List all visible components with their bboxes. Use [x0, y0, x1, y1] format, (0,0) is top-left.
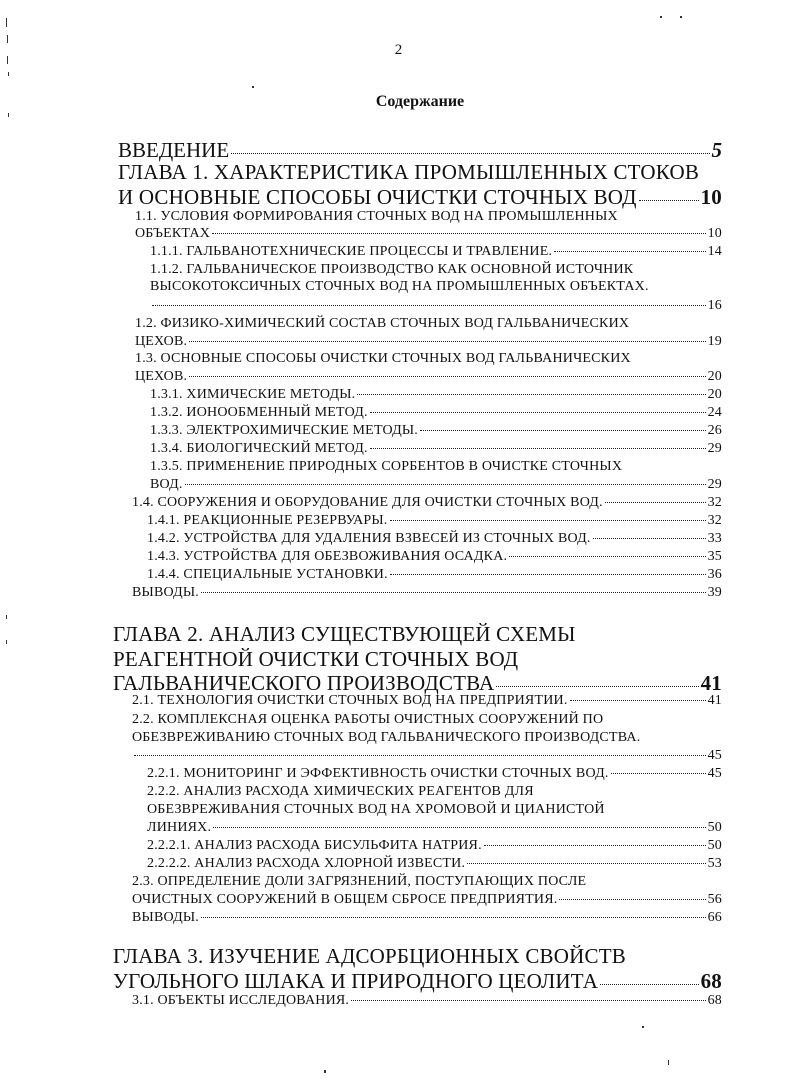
toc-2-2-line3[interactable]: 45: [132, 748, 722, 764]
toc-2-2-1[interactable]: 2.2.1. МОНИТОРИНГ И ЭФФЕКТИВНОСТЬ ОЧИСТКИ СТОЧНЫХ ВОД. 45: [147, 766, 722, 781]
scan-speck: [7, 56, 8, 64]
toc-2-2-2-2[interactable]: 2.2.2.2. АНАЛИЗ РАСХОДА ХЛОРНОЙ ИЗВЕСТИ. 53: [147, 856, 722, 871]
leader-dots: [370, 412, 706, 413]
toc-2-2-2-line1[interactable]: 2.2.2. АНАЛИЗ РАСХОДА ХИМИЧЕСКИХ РЕАГЕНТОВ ДЛЯ: [147, 784, 534, 799]
toc-1-3-2[interactable]: 1.3.2. ИОНООБМЕННЫЙ МЕТОД. 24: [150, 405, 722, 420]
scan-speck: [6, 640, 7, 644]
chapter-3-title-line1[interactable]: ГЛАВА 3. ИЗУЧЕНИЕ АДСОРБЦИОННЫХ СВОЙСТВ: [113, 944, 626, 968]
chapter-2-title-line2[interactable]: РЕАГЕНТНОЙ ОЧИСТКИ СТОЧНЫХ ВОД: [113, 647, 519, 671]
chapter-1-title-line2[interactable]: И ОСНОВНЫЕ СПОСОБЫ ОЧИСТКИ СТОЧНЫХ ВОД 10: [118, 185, 722, 209]
scan-speck: [7, 35, 8, 43]
leader-dots: [390, 520, 706, 521]
toc-1-3-3[interactable]: 1.3.3. ЭЛЕКТРОХИМИЧЕСКИЕ МЕТОДЫ. 26: [150, 423, 722, 438]
leader-dots: [185, 484, 706, 485]
leader-dots: [559, 899, 705, 900]
leader-dots: [134, 755, 706, 756]
toc-2-3-line2[interactable]: ОЧИСТНЫХ СООРУЖЕНИЙ В ОБЩЕМ СБРОСЕ ПРЕДПРИЯТИЯ. 56: [132, 892, 722, 907]
toc-title: Содержание: [375, 93, 465, 110]
leader-dots: [189, 341, 705, 342]
leader-dots: [351, 1000, 705, 1001]
toc-1-3-4[interactable]: 1.3.4. БИОЛОГИЧЕСКИЙ МЕТОД. 29: [150, 441, 722, 456]
scan-speck: [642, 1026, 644, 1028]
toc-1-2-line2[interactable]: ЦЕХОВ. 19: [135, 334, 722, 349]
toc-1-3-line2[interactable]: ЦЕХОВ. 20: [135, 369, 722, 384]
toc-2-2-2-1[interactable]: 2.2.2.1. АНАЛИЗ РАСХОДА БИСУЛЬФИТА НАТРИЯ. 50: [147, 838, 722, 853]
toc-entry-intro[interactable]: ВВЕДЕНИЕ 5: [118, 138, 722, 162]
scan-speck: [8, 72, 9, 76]
toc-2-3-line1[interactable]: 2.3. ОПРЕДЕЛЕНИЕ ДОЛИ ЗАГРЯЗНЕНИЙ, ПОСТУПАЮЩИХ ПОСЛЕ: [132, 874, 587, 889]
toc-1-4-3[interactable]: 1.4.3. УСТРОЙСТВА ДЛЯ ОБЕЗВОЖИВАНИЯ ОСАДКА. 35: [147, 549, 722, 564]
toc-3-1[interactable]: 3.1. ОБЪЕКТЫ ИССЛЕДОВАНИЯ. 68: [132, 993, 722, 1008]
leader-dots: [611, 773, 706, 774]
toc-1-4-4[interactable]: 1.4.4. СПЕЦИАЛЬНЫЕ УСТАНОВКИ. 36: [147, 567, 722, 582]
toc-1-2-line1[interactable]: 1.2. ФИЗИКО-ХИМИЧЕСКИЙ СОСТАВ СТОЧНЫХ ВОД ГАЛЬВАНИЧЕСКИХ: [135, 316, 630, 331]
leader-dots: [213, 827, 705, 828]
leader-dots: [570, 700, 706, 701]
leader-dots: [390, 574, 706, 575]
leader-dots: [554, 251, 705, 252]
toc-2-2-2-line3[interactable]: ЛИНИЯХ. 50: [147, 820, 722, 835]
toc-2-2-2-line2[interactable]: ОБЕЗВРЕЖИВАНИЯ СТОЧНЫХ ВОД НА ХРОМОВОЙ И ЦИАНИСТОЙ: [147, 802, 605, 817]
toc-1-1-1[interactable]: 1.1.1. ГАЛЬВАНОТЕХНИЧЕСКИЕ ПРОЦЕССЫ И ТРАВЛЕНИЕ. 14: [150, 244, 722, 259]
scan-speck: [660, 16, 662, 18]
toc-1-1-2-line1[interactable]: 1.1.2. ГАЛЬВАНИЧЕСКОЕ ПРОИЗВОДСТВО КАК ОСНОВНОЙ ИСТОЧНИК: [150, 262, 634, 277]
leader-dots: [212, 233, 706, 234]
leader-dots: [201, 917, 706, 918]
chapter-1-title-line1[interactable]: ГЛАВА 1. ХАРАКТЕРИСТИКА ПРОМЫШЛЕННЫХ СТОКОВ: [118, 160, 700, 184]
toc-1-1-2-line2[interactable]: ВЫСОКОТОКСИЧНЫХ СТОЧНЫХ ВОД НА ПРОМЫШЛЕННЫХ ОБЪЕКТАХ.: [150, 279, 649, 294]
leader-dots: [639, 200, 699, 201]
scan-speck: [252, 86, 254, 88]
leader-dots: [231, 153, 709, 154]
toc-1-1-line2[interactable]: ОБЪЕКТАХ 10: [135, 226, 722, 241]
toc-1-3-line1[interactable]: 1.3. ОСНОВНЫЕ СПОСОБЫ ОЧИСТКИ СТОЧНЫХ ВОД ГАЛЬВАНИЧЕСКИХ: [135, 351, 631, 366]
chapter-2-title-line3[interactable]: ГАЛЬВАНИЧЕСКОГО ПРОИЗВОДСТВА 41: [113, 671, 722, 695]
toc-2-1[interactable]: 2.1. ТЕХНОЛОГИЯ ОЧИСТКИ СТОЧНЫХ ВОД НА ПРЕДПРИЯТИИ. 41: [132, 693, 722, 708]
scan-speck: [324, 1070, 326, 1073]
scan-speck: [8, 113, 9, 117]
leader-dots: [467, 863, 705, 864]
toc-1-3-5-line1[interactable]: 1.3.5. ПРИМЕНЕНИЕ ПРИРОДНЫХ СОРБЕНТОВ В ОЧИСТКЕ СТОЧНЫХ: [150, 459, 623, 474]
chapter-3-title-line2[interactable]: УГОЛЬНОГО ШЛАКА И ПРИРОДНОГО ЦЕОЛИТА 68: [113, 969, 722, 993]
leader-dots: [600, 984, 698, 985]
toc-1-conclusions[interactable]: ВЫВОДЫ. 39: [132, 585, 722, 600]
toc-2-2-line2[interactable]: ОБЕЗВРЕЖИВАНИЮ СТОЧНЫХ ВОД ГАЛЬВАНИЧЕСКОГО ПРОИЗВОДСТВА.: [132, 730, 641, 745]
leader-dots: [152, 305, 706, 306]
leader-dots: [496, 686, 698, 687]
scan-speck: [668, 1060, 669, 1065]
toc-1-4[interactable]: 1.4. СООРУЖЕНИЯ И ОБОРУДОВАНИЕ ДЛЯ ОЧИСТКИ СТОЧНЫХ ВОД. 32: [132, 495, 722, 510]
scan-speck: [6, 615, 7, 619]
chapter-2-title-line1[interactable]: ГЛАВА 2. АНАЛИЗ СУЩЕСТВУЮЩЕЙ СХЕМЫ: [113, 622, 576, 646]
leader-dots: [189, 376, 705, 377]
toc-1-3-5-line2[interactable]: ВОД. 29: [150, 477, 722, 492]
leader-dots: [201, 592, 706, 593]
leader-dots: [605, 502, 706, 503]
toc-2-conclusions[interactable]: ВЫВОДЫ. 66: [132, 910, 722, 925]
leader-dots: [484, 845, 706, 846]
scan-speck: [6, 18, 7, 27]
leader-dots: [509, 556, 705, 557]
leader-dots: [370, 448, 706, 449]
toc-1-1-2-line3[interactable]: 16: [150, 298, 722, 314]
page-number: 2: [394, 42, 403, 58]
leader-dots: [593, 538, 706, 539]
leader-dots: [420, 430, 706, 431]
toc-2-2-line1[interactable]: 2.2. КОМПЛЕКСНАЯ ОЦЕНКА РАБОТЫ ОЧИСТНЫХ СООРУЖЕНИЙ ПО: [132, 712, 604, 727]
leader-dots: [357, 394, 705, 395]
scan-speck: [680, 16, 682, 18]
toc-1-3-1[interactable]: 1.3.1. ХИМИЧЕСКИЕ МЕТОДЫ. 20: [150, 387, 722, 402]
toc-1-1-line1[interactable]: 1.1. УСЛОВИЯ ФОРМИРОВАНИЯ СТОЧНЫХ ВОД НА ПРОМЫШЛЕННЫХ: [135, 209, 618, 224]
toc-1-4-1[interactable]: 1.4.1. РЕАКЦИОННЫЕ РЕЗЕРВУАРЫ. 32: [147, 513, 722, 528]
toc-1-4-2[interactable]: 1.4.2. УСТРОЙСТВА ДЛЯ УДАЛЕНИЯ ВЗВЕСЕЙ ИЗ СТОЧНЫХ ВОД. 33: [147, 531, 722, 546]
